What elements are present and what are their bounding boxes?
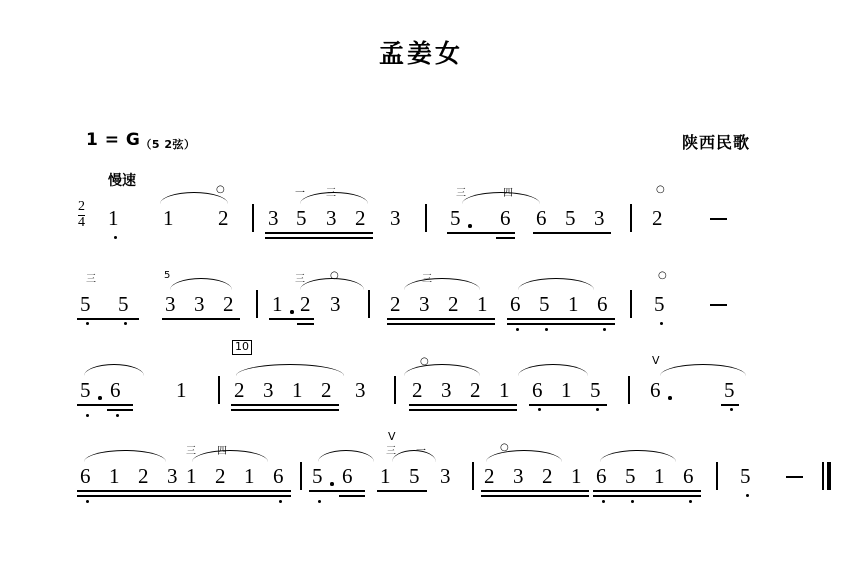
fingering-mark: ○ [216, 184, 225, 195]
beam-line [529, 404, 607, 406]
note: 6 [536, 206, 547, 230]
time-signature: $\frac{2}{4}$ [78, 199, 85, 230]
note: 3 [441, 378, 452, 402]
notation-row-4 [0, 430, 842, 520]
slur [318, 450, 374, 462]
note: 6 [110, 378, 121, 402]
note: 2 [321, 378, 332, 402]
note: 1 [186, 464, 197, 488]
note: 3 [194, 292, 205, 316]
bow-mark: V [388, 430, 396, 443]
barline [716, 462, 718, 490]
octave-dot-low [660, 322, 663, 325]
fingering-mark: 三 [386, 446, 396, 457]
note: 1 [163, 206, 174, 230]
beam-line [409, 404, 517, 406]
key-signature-text: 1 = G [86, 130, 141, 150]
slur [660, 364, 746, 376]
note: 1 [108, 206, 119, 230]
note: 6 [510, 292, 521, 316]
note: 3 [167, 464, 178, 488]
octave-dot-low [689, 500, 692, 503]
beam-line [297, 323, 314, 325]
fingering-mark: 三 [326, 188, 336, 199]
slur [404, 278, 480, 290]
slur [192, 450, 268, 462]
note: 5 [539, 292, 550, 316]
beam-line [481, 495, 589, 497]
beam-line [507, 318, 615, 320]
note: 6 [342, 464, 353, 488]
note: 2 [300, 292, 311, 316]
note: 1 [109, 464, 120, 488]
slur [518, 364, 588, 376]
composer-credit: 陕西民歌 [681, 133, 750, 152]
key-strings-text: （5 2弦） [140, 138, 196, 151]
dotted-rhythm-dot [330, 482, 334, 486]
note: 3 [513, 464, 524, 488]
octave-dot-low [114, 236, 117, 239]
barline [218, 376, 220, 404]
note: 5 [312, 464, 323, 488]
notation-row-3 [0, 340, 842, 434]
note: 5 [654, 292, 665, 316]
beam-line [231, 409, 339, 411]
octave-dot-low [318, 500, 321, 503]
hold-dash [710, 218, 727, 220]
note: 3 [355, 378, 366, 402]
slur [236, 364, 344, 376]
note: 1 [477, 292, 488, 316]
octave-dot-low [86, 500, 89, 503]
barline [628, 376, 630, 404]
note: 3 [330, 292, 341, 316]
note: 5 [724, 378, 735, 402]
note: 1 [571, 464, 582, 488]
note: 2 [484, 464, 495, 488]
fingering-mark: 三 [186, 446, 196, 457]
slur [486, 450, 562, 462]
note: 6 [597, 292, 608, 316]
note: 3 [268, 206, 279, 230]
dotted-rhythm-dot [290, 310, 294, 314]
octave-dot-low [602, 500, 605, 503]
note: 1 [380, 464, 391, 488]
notation-row-1 [0, 186, 842, 262]
slur [300, 192, 368, 204]
octave-dot-low [730, 408, 733, 411]
note: 3 [419, 292, 430, 316]
beam-line [183, 495, 291, 497]
note: 5 [565, 206, 576, 230]
note: 1 [244, 464, 255, 488]
note: 3 [594, 206, 605, 230]
octave-dot-low [603, 328, 606, 331]
hold-dash [786, 476, 803, 478]
beam-line [507, 323, 615, 325]
note: 2 [390, 292, 401, 316]
note: 1 [499, 378, 510, 402]
beam-line [593, 495, 701, 497]
beam-line [269, 318, 314, 320]
octave-dot-low [124, 322, 127, 325]
beam-line [481, 490, 589, 492]
beam-line [77, 490, 185, 492]
beam-line [77, 404, 133, 406]
barline [425, 204, 427, 232]
beam-line [377, 490, 427, 492]
slur [404, 364, 480, 376]
notation-row-2 [0, 272, 842, 348]
fingering-mark: ○ [656, 184, 665, 195]
note: 1 [568, 292, 579, 316]
beam-line [409, 409, 517, 411]
note: 1 [561, 378, 572, 402]
note: 1 [272, 292, 283, 316]
note: 2 [355, 206, 366, 230]
fingering-mark: ○ [420, 356, 429, 367]
note: 5 [118, 292, 129, 316]
beam-line [721, 404, 739, 406]
barline [394, 376, 396, 404]
note: 2 [448, 292, 459, 316]
note: 3 [326, 206, 337, 230]
note: 6 [273, 464, 284, 488]
note: 6 [596, 464, 607, 488]
octave-dot-low [596, 408, 599, 411]
beam-line [77, 318, 139, 320]
measure-number: 10 [232, 340, 252, 355]
slur [462, 192, 540, 204]
note: 5 [625, 464, 636, 488]
beam-line [107, 409, 133, 411]
fingering-mark: ○ [500, 442, 509, 453]
octave-dot-low [631, 500, 634, 503]
beam-line [593, 490, 701, 492]
beam-line [387, 323, 495, 325]
fingering-mark: ○ [658, 270, 667, 281]
note: 2 [542, 464, 553, 488]
note: 3 [165, 292, 176, 316]
note: 5 [296, 206, 307, 230]
slur [84, 364, 144, 376]
note: 3 [390, 206, 401, 230]
note: 5 [80, 292, 91, 316]
slur [600, 450, 676, 462]
barline [252, 204, 254, 232]
octave-dot-low [538, 408, 541, 411]
beam-line [265, 237, 373, 239]
fingering-mark: 一 [416, 446, 426, 457]
slur [170, 278, 232, 290]
bow-mark: V [652, 354, 660, 367]
beam-line [183, 490, 291, 492]
slur [518, 278, 594, 290]
octave-dot-low [746, 494, 749, 497]
note: 2 [470, 378, 481, 402]
fingering-mark: 一 [295, 188, 305, 199]
note: 5 [80, 378, 91, 402]
fingering-mark: ○ [330, 270, 339, 281]
beam-line [77, 495, 185, 497]
beam-line [339, 495, 365, 497]
note: 2 [215, 464, 226, 488]
octave-dot-low [86, 414, 89, 417]
page-title: 孟姜女 [378, 39, 463, 68]
slur [392, 450, 436, 462]
note: 6 [650, 378, 661, 402]
barline [630, 290, 632, 318]
note: 5 [590, 378, 601, 402]
barline [300, 462, 302, 490]
octave-dot-low [545, 328, 548, 331]
note: 6 [683, 464, 694, 488]
note: 5 [740, 464, 751, 488]
slur [300, 278, 364, 290]
beam-line [309, 490, 365, 492]
beam-line [533, 232, 611, 234]
note: 6 [500, 206, 511, 230]
fingering-mark: 5 [164, 270, 171, 281]
fingering-mark: 三 [295, 274, 305, 285]
note: 6 [80, 464, 91, 488]
fingering-mark: 四 [217, 446, 227, 457]
hold-dash [710, 304, 727, 306]
beam-line [496, 237, 515, 239]
dotted-rhythm-dot [468, 224, 472, 228]
note: 2 [652, 206, 663, 230]
note: 3 [440, 464, 451, 488]
note: 2 [223, 292, 234, 316]
barline [630, 204, 632, 232]
key-signature [86, 130, 196, 152]
note: 6 [532, 378, 543, 402]
beam-line [387, 318, 495, 320]
note: 3 [263, 378, 274, 402]
octave-dot-low [116, 414, 119, 417]
note: 2 [234, 378, 245, 402]
beam-line [265, 232, 373, 234]
note: 1 [176, 378, 187, 402]
fingering-mark: 四 [503, 188, 513, 199]
note: 5 [409, 464, 420, 488]
beam-line [231, 404, 339, 406]
tempo-marking: 慢速 [108, 173, 136, 189]
fingering-mark: 三 [456, 188, 466, 199]
note: 2 [138, 464, 149, 488]
octave-dot-low [86, 322, 89, 325]
beam-line [162, 318, 240, 320]
note: 1 [292, 378, 303, 402]
fingering-mark: 三 [86, 274, 96, 285]
barline [472, 462, 474, 490]
beam-line [447, 232, 515, 234]
fingering-mark: 三 [422, 274, 432, 285]
note: 2 [218, 206, 229, 230]
slur [84, 450, 166, 462]
octave-dot-low [516, 328, 519, 331]
barline [368, 290, 370, 318]
barline [256, 290, 258, 318]
final-barline [822, 462, 834, 490]
dotted-rhythm-dot [668, 396, 672, 400]
octave-dot-low [279, 500, 282, 503]
note: 2 [412, 378, 423, 402]
note: 5 [450, 206, 461, 230]
note: 1 [654, 464, 665, 488]
dotted-rhythm-dot [98, 396, 102, 400]
